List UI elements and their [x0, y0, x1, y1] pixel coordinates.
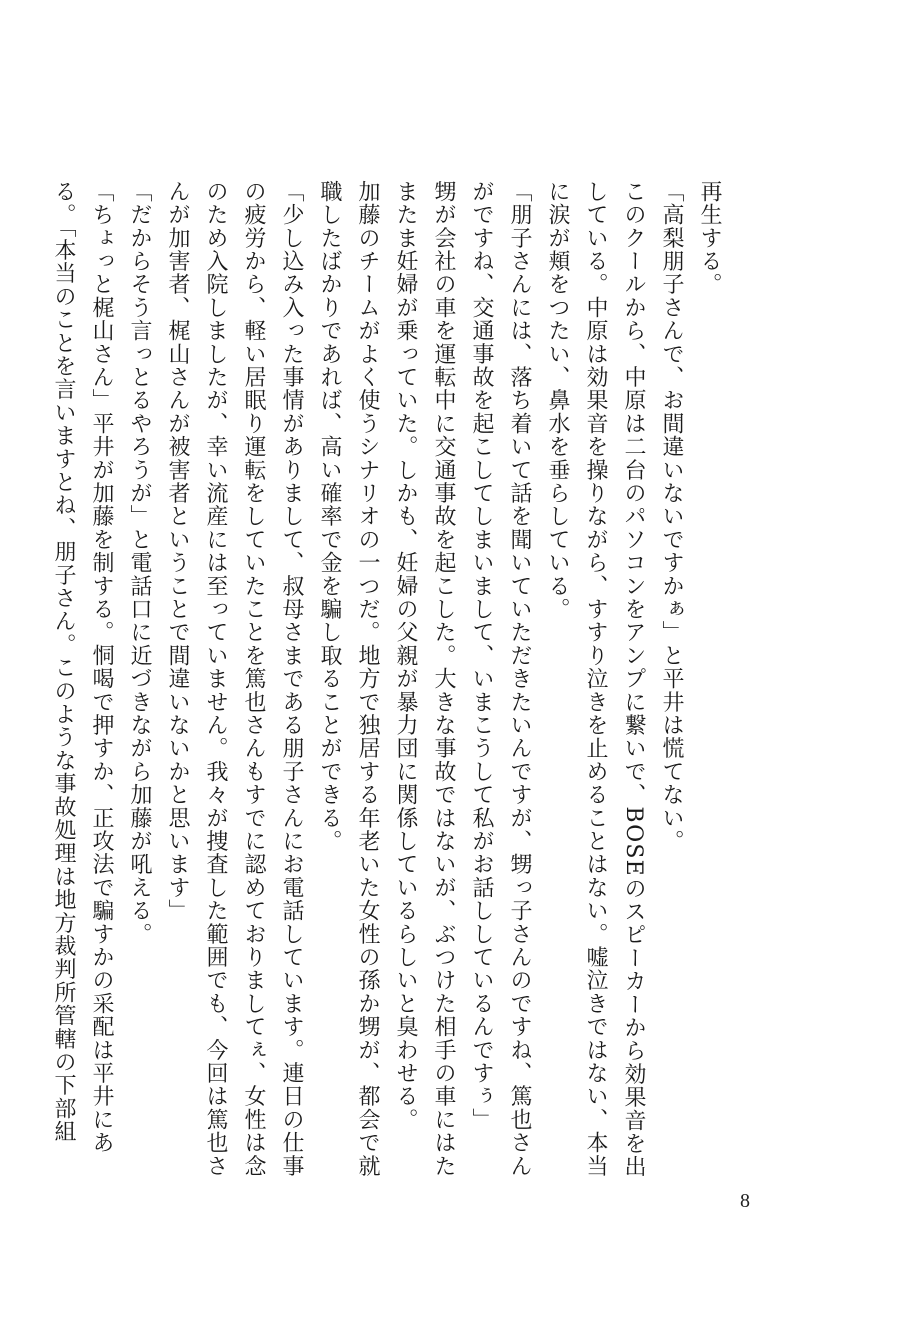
paragraph-9: 「ちょっと梶山さん」平井が加藤を制する。恫喝で押すか、正攻法で騙すかの采配は平井にある。「本当のことを言いますとね、朋子さん。このような事故処理は地方裁判所管轄の下部組 [51, 180, 114, 1155]
paragraph-1: 再生する。 [697, 180, 722, 296]
paragraph-7: 「少し込み入った事情がありまして、叔母さまである朋子さんにお電話しています。連日の仕事の疲労から、軽い居眠り運転をしていたことを篤也さんもすでに認めておりましてぇ、女性は念のため入院しましたが、幸い流産には至っていません。我々が捜査した範囲でも、今回は篤也さんが加害者、梶山さんが被害者ということで間違いないかと思います」 [165, 180, 304, 1178]
paragraph-2: 「高梨朋子さんで、お間違いないですかぁ」と平井は慌てない。 [659, 180, 684, 853]
paragraph-8: 「だからそう言っとるやろうが」と電話口に近づきながら加藤が吼える。 [127, 180, 152, 946]
vertical-text-body [51, 180, 728, 1190]
paragraph-5: 甥が会社の車を運転中に交通事故を起こした。大きな事故ではないが、ぶつけた相手の車にはたまたま妊婦が乗っていた。しかも、妊婦の父親が暴力団に関係しているらしいと臭わせる。 [393, 180, 456, 1178]
paragraph-6: 加藤のチームがよく使うシナリオの一つだ。地方で独居する年老いた女性の孫か甥が、都会で就職したばかりであれば、高い確率で金を騙し取ることができる。 [317, 180, 380, 1178]
paragraph-4: 「朋子さんには、落ち着いて話を聞いていただきたいんですが、甥っ子さんのですね、篤也さんがですね、交通事故を起こしてしまいまして、いまこうして私がお話ししているんですぅ」 [469, 180, 532, 1178]
page-number: 8 [740, 1190, 750, 1212]
paragraph-3: このクールから、中原は二台のパソコンをアンプに繋いで、BOSEのスピーカーから効果音を出している。中原は効果音を操りながら、すすり泣きを止めることはない。嘘泣きではない、本当に涙が頬をつたい、鼻水を垂らしている。 [545, 180, 646, 1179]
